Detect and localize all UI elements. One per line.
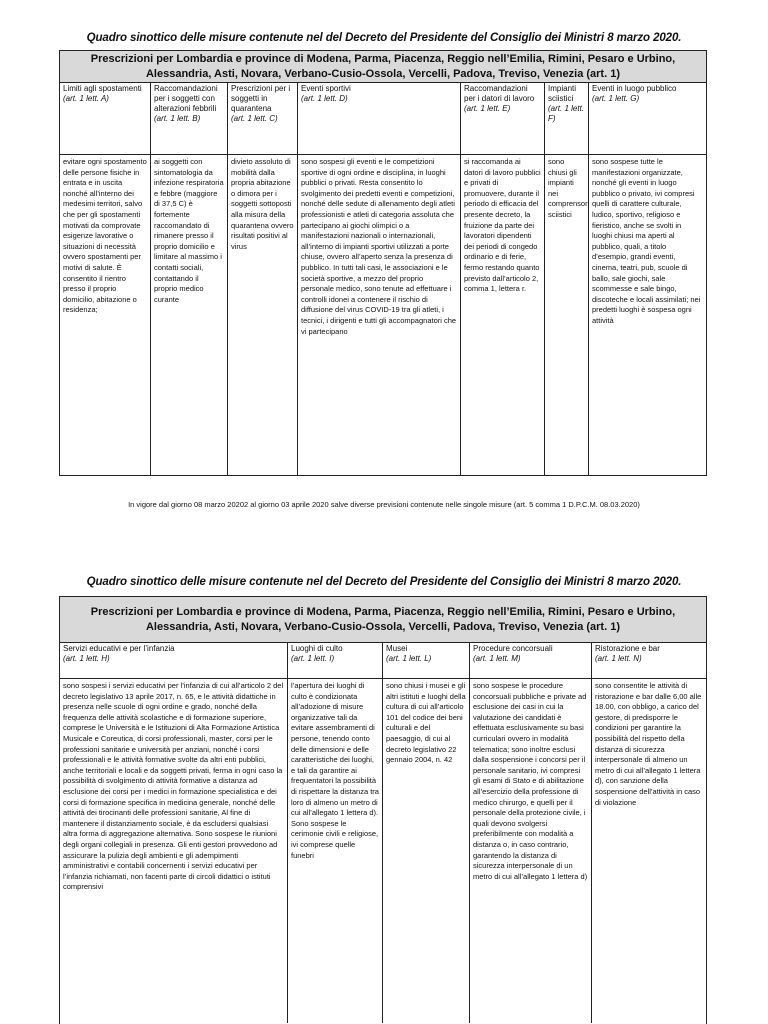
column-body: l’apertura dei luoghi di culto è condizionata all’adozione di misure organizzative tali da evitare assembramenti di persone, tenendo conto delle dimensioni e delle caratteristiche dei luoghi, e tali da garantire ai frequentatori la possibilità di rispettare la distanza tra loro di almeno un metro di cui all’allegato 1 lettera d). Sono sospese le cerimonie civili e religiose, ivi comprese quelle funebri	[291, 681, 379, 860]
column-header-label: Limiti agli spostamenti	[63, 84, 142, 93]
column-article-ref: (art. 1 lett. H)	[63, 654, 110, 663]
column-header	[592, 643, 706, 679]
page1-region-band	[60, 51, 706, 83]
page1-band-line1: Prescrizioni per Lombardia e province di Modena, Parma, Piacenza, Reggio nell’Emilia, Rimini, Pesaro e Urbino,	[90, 53, 676, 65]
column-header	[545, 83, 588, 155]
column-header-label: Raccomandazioni per i datori di lavoro	[464, 84, 535, 103]
page2-region-band	[60, 597, 706, 643]
column-body: sono chiusi i musei e gli altri istituti e luoghi della cultura di cui all’articolo 101 del codice dei beni culturali e del paesaggio, di cui al decreto legislativo 22 gennaio 2004, n. 42	[386, 681, 466, 765]
page2-band-line1: Prescrizioni per Lombardia e province di Modena, Parma, Piacenza, Reggio nell’Emilia, Rimini, Pesaro e Urbino,	[90, 606, 676, 618]
column-header-label: Eventi in luogo pubblico	[592, 84, 677, 93]
validity-note: In vigore dal giorno 08 marzo 20202 al giorno 03 aprile 2020 salve diverse previsioni contenute nelle singole misure (art. 5 comma 1 D.P.C.M. 08.03.2020)	[128, 500, 640, 509]
column-body: evitare ogni spostamento delle persone fisiche in entrata e in uscita nonché all’interno dei medesimi territori, salvo che per gli spostamenti motivati da comprovate esigenze lavorative o situazioni di necessità ovvero spostamenti per motivi di salute. È consentito il rientro presso il proprio domicilio, abitazione o residenza;	[63, 157, 147, 315]
column-header	[461, 83, 544, 155]
column-quarantena	[228, 83, 298, 475]
column-body: sono sospese le procedure concorsuali pubbliche e private ad esclusione dei casi in cui la valutazione dei candidati è effettuata esclusivamente su basi curriculari ovvero in modalità telematica; sono inoltre esclusi dalla sospensione i concorsi per il personale sanitario, ivi compresi gli esami di Stato e di abilitazione all’esercizio della professione di medico chirurgo, e quelli per il personale della protezione civile, i quali devono svolgersi preferibilmente con modalità a distanza o, in caso contrario, garantendo la distanza di sicurezza interpersonale di un metro di cui all’allegato 1 lettera d)	[473, 681, 588, 881]
column-datori-lavoro	[461, 83, 545, 475]
column-body: divieto assoluto di mobilità dalla propria abitazione o dimora per i soggetti sottoposti alla misura della quarantena ovvero risultati positivi al virus	[231, 157, 294, 251]
column-header	[589, 83, 706, 155]
page1-columns	[60, 83, 706, 475]
column-body: si raccomanda ai datori di lavoro pubblici e privati di promuovere, durante il periodo di efficacia del presente decreto, la fruizione da parte dei lavoratori dipendenti dei periodi di congedo ordinario e di ferie, fermo restando quanto previsto dall’articolo 2, comma 1, lettera r.	[464, 157, 541, 294]
column-body: sono sospesi i servizi educativi per l’infanzia di cui all’articolo 2 del decreto legislativo 13 aprile 2017, n. 65, e le attività didattiche in presenza nelle scuole di ogni ordine e grado, nonché della frequenza delle attività scolastiche e di formazione superiore, comprese le Università e le Istituzioni di Alta Formazione Artistica Musicale e Coreutica, di corsi professionali, master, corsi per le professioni sanitarie e università per anziani, nonché i corsi professionali e le attività formative svolte da altri enti pubblici, anche territoriali e locali e da soggetti privati, ferma in ogni caso la possibilità di svolgimento di attività formative a distanza ad esclusione dei corsi per i medici in formazione specialistica e dei corsi di formazione specifica in medicina generale, nonché delle attività dei tirocinanti delle professioni sanitarie, Al fine di mantenere il distanziamento sociale, è da escludersi qualsiasi altra forma di aggregazione alternativa. Sono sospese le riunioni degli organi collegiali in presenza. Gli enti gestori provvedono ad assicurare la pulizia degli ambienti e gli adempimenti amministrativi e contabili concernenti i servizi educativi per l’infanzia richiamati, non facenti parte di circoli didattici o istituti comprensivi	[63, 681, 284, 892]
column-body: sono consentite le attività di ristorazione e bar dalle 6,00 alle 18.00, con obbligo, a carico del gestore, di predisporre le condizioni per garantire la possibilità del rispetto della distanza di sicurezza interpersonale di almeno un metro di cui all’allegato 1 lettera d), con sanzione della sospensione dell’attività in caso di violazione	[595, 681, 702, 807]
column-article-ref: (art. 1 lett. C)	[231, 114, 278, 123]
column-article-ref: (art. 1 lett. B)	[154, 114, 201, 123]
column-article-ref: (art. 1 lett. N)	[595, 654, 642, 663]
column-servizi-educativi	[60, 643, 288, 1023]
page2-table	[59, 596, 707, 1024]
column-header	[298, 83, 460, 155]
column-header-label: Impianti sciistici	[548, 84, 577, 103]
column-header-label: Eventi sportivi	[301, 84, 351, 93]
column-body: ai soggetti con sintomatologia da infezione respiratoria e febbre (maggiore di 37,5 C) è fortemente raccomandato di rimanere presso il proprio domicilio e limitare al massimo i contatti sociali, contattando il proprio medico curante	[154, 157, 224, 304]
column-header-label: Procedure concorsuali	[473, 644, 553, 653]
page1-title: Quadro sinottico delle misure contenute nel del Decreto del Presidente del Consiglio dei Ministri 8 marzo 2020.	[86, 32, 682, 44]
column-header-label: Prescrizioni per i soggetti in quarantena	[231, 84, 291, 113]
column-body: sono sospesi gli eventi e le competizioni sportive di ogni ordine e disciplina, in luoghi pubblici o privati. Resta consentito lo svolgimento dei predetti eventi e competizioni, nonché delle sedute di allenamento degli atleti professionisti e atleti di categoria assoluta che partecipano ai giochi olimpici o a manifestazioni nazionali o internazionali, all’interno di impianti sportivi utilizzati a porte chiuse, ovvero all’aperto senza la presenza di pubblico. In tutti tali casi, le associazioni e le società sportive, a mezzo del proprio personale medico, sono tenute ad effettuare i controlli idonei a contenere il rischio di diffusione del virus COVID-19 tra gli atleti, i tecnici, i dirigenti e tutti gli accompagnatori che vi partecipano	[301, 157, 457, 336]
column-article-ref: (art. 1 lett. D)	[301, 94, 348, 103]
column-header-label: Luoghi di culto	[291, 644, 343, 653]
column-article-ref: (art. 1 lett. E)	[464, 104, 511, 113]
column-header-label: Musei	[386, 644, 408, 653]
column-body: sono chiusi gli impianti nei comprensori sciistici	[548, 157, 590, 219]
column-article-ref: (art. 1 lett. M)	[473, 654, 521, 663]
column-header-label: Ristorazione e bar	[595, 644, 660, 653]
column-header	[151, 83, 227, 155]
column-limiti-spostamenti	[60, 83, 151, 475]
page2-band-line2: Alessandria, Asti, Novara, Verbano-Cusio-Ossola, Vercelli, Padova, Treviso, Venezia (art. 1)	[145, 621, 620, 633]
column-body: sono sospese tutte le manifestazioni organizzate, nonché gli eventi in luogo pubblico o privato, ivi compresi quelli di carattere culturale, ludico, sportivo, religioso e fieristico, anche se svolti in luoghi chiusi ma aperti al pubblico, quali, a titolo d’esempio, grandi eventi, cinema, teatri, pub, scuole di ballo, sale giochi, sale scommesse e sale bingo, discoteche e locali assimilati; nei predetti luoghi è sospesa ogni attività	[592, 157, 701, 325]
column-header	[288, 643, 382, 679]
column-article-ref: (art. 1 lett. F)	[548, 104, 585, 123]
page1-table	[59, 50, 707, 476]
column-luoghi-culto	[288, 643, 383, 1023]
column-header	[60, 83, 150, 155]
column-ristorazione-bar	[592, 643, 706, 1023]
column-header-label: Raccomandazioni per i soggetti con alterazioni febbrili	[154, 84, 218, 113]
column-impianti-sciistici	[545, 83, 589, 475]
column-musei	[383, 643, 470, 1023]
column-article-ref: (art. 1 lett. L)	[386, 654, 432, 663]
column-article-ref: (art. 1 lett. A)	[63, 94, 109, 103]
column-header-label: Servizi educativi e per l’infanzia	[63, 644, 175, 653]
page2-columns	[60, 643, 706, 1023]
column-header	[470, 643, 591, 679]
column-procedure-concorsuali	[470, 643, 592, 1023]
page1-band-line2: Alessandria, Asti, Novara, Verbano-Cusio-Ossola, Vercelli, Padova, Treviso, Venezia (art. 1)	[145, 68, 620, 80]
column-article-ref: (art. 1 lett. G)	[592, 94, 640, 103]
column-header	[228, 83, 297, 155]
column-eventi-sportivi	[298, 83, 461, 475]
column-header	[60, 643, 287, 679]
column-article-ref: (art. 1 lett. I)	[291, 654, 335, 663]
column-soggetti-febbrili	[151, 83, 228, 475]
column-eventi-luogo-pubblico	[589, 83, 706, 475]
column-header	[383, 643, 469, 679]
page2-title: Quadro sinottico delle misure contenute nel del Decreto del Presidente del Consiglio dei Ministri 8 marzo 2020.	[86, 576, 682, 588]
